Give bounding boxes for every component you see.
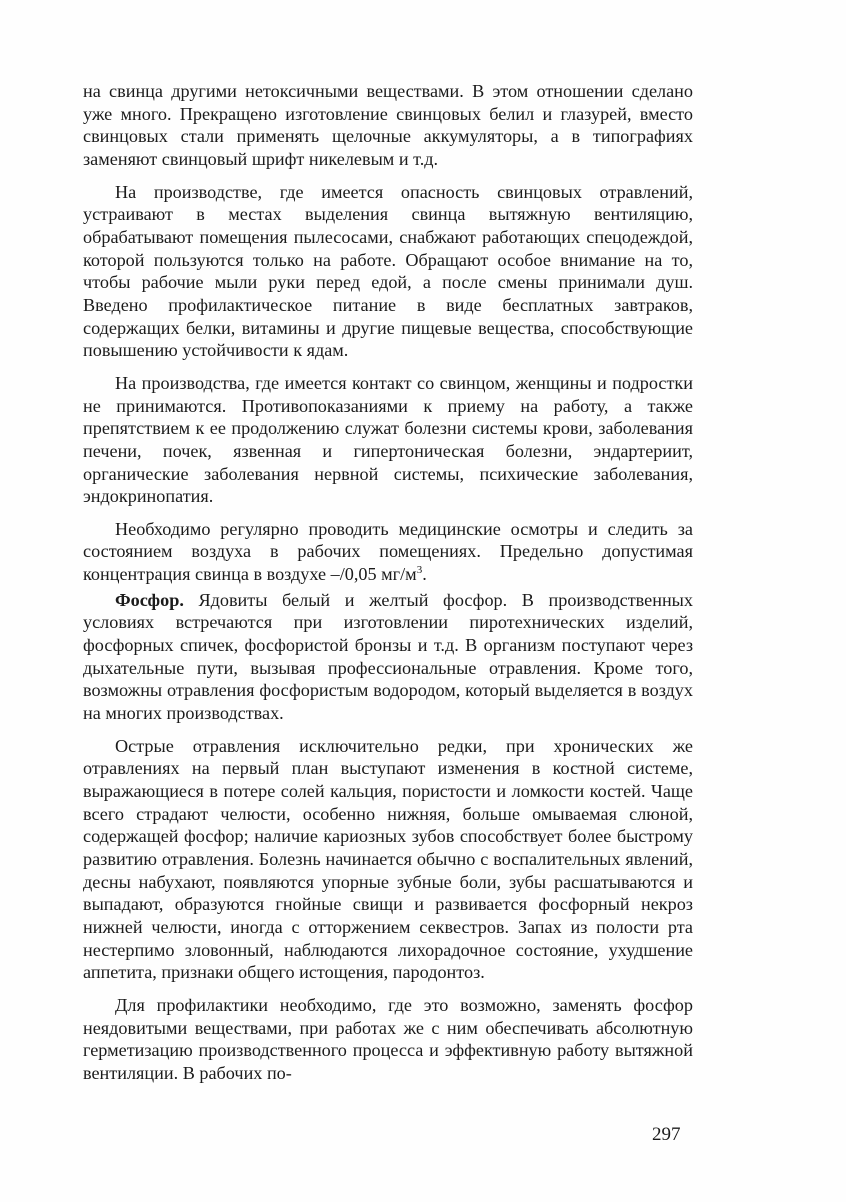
paragraph-7: Для профилактики необходимо, где это возможно, заменять фосфор неядовитыми веществами, при работах же с ним обеспечивать абсолютную герметизацию производственного процесса и эффективную работу вытяжной вентиляции. В рабочих по- xyxy=(83,994,693,1083)
paragraph-4-text: Необходимо регулярно проводить медицинские осмотры и следить за состоянием воздуха в рабочих помещениях. Предельно допустимая концентрация свинца в воздухе –/0,05 мг/м xyxy=(83,518,693,585)
paragraph-3: На производства, где имеется контакт со свинцом, женщины и подростки не принимаются. Противопоказаниями к приему на работу, а также препятствием к ее продолжению служат болезни системы крови, заболевания печени, почек, язвенная и гипертоническая болезни, эндартериит, органические заболевания нервной системы, психические заболевания, эндокринопатия. xyxy=(83,372,693,507)
paragraph-1: на свинца другими нетоксичными веществами. В этом отношении сделано уже много. Прекращено изготовление свинцовых белил и глазурей, вместо свинцовых стали применять щелочные аккумуляторы, а в типографиях заменяют свинцовый шрифт никелевым и т.д. xyxy=(83,81,693,169)
section-run-in-heading: Фосфор. xyxy=(115,589,184,610)
paragraph-4-end: . xyxy=(422,564,427,585)
paragraph-6: Острые отравления исключительно редки, при хронических же отравлениях на первый план выступают изменения в костной системе, выражающиеся в потере солей кальция, пористости и ломкости костей. Чаще всего страдают челюсти, особенно нижняя, больше омываемая слюной, содержащей фосфор; наличие кариозных зубов способствует более быстрому развитию отравления. Болезнь начинается обычно с воспалительных явлений, десны набухают, появляются упорные зубные боли, зубы расшатываются и выпадают, образуются гнойные свищи и развивается фосфорный некроз нижней челюсти, иногда с отторжением секвестров. Запах из полости рта нестерпимо зловонный, наблюдаются лихорадочное состояние, ухудшение аппетита, признаки общего истощения, пародонтоз. xyxy=(83,735,693,983)
superscript-cube: 3 xyxy=(416,564,423,577)
paragraph-4 xyxy=(83,518,693,586)
paragraph-2: На производстве, где имеется опасность свинцовых отравлений, устраивают в местах выделения свинца вытяжную вентиляцию, обрабатывают помещения пылесосами, снабжают работающих спецодеждой, которой пользуются только на работе. Обращают особое внимание на то, чтобы рабочие мыли руки перед едой, а после смены принимали душ. Введено профилактическое питание в виде бесплатных завтраков, содержащих белки, витамины и другие пищевые вещества, способствующие повышению устойчивости к ядам. xyxy=(83,181,693,361)
page-body-text xyxy=(83,80,693,1085)
paragraph-5 xyxy=(83,589,693,725)
page-number: 297 xyxy=(652,1124,681,1145)
paragraph-5-text: Ядовиты белый и желтый фосфор. В производственных условиях встречаются при изготовлении пиротехнических изделий, фосфорных спичек, фосфористой бронзы и т.д. В организм поступают через дыхательные пути, вызывая профессиональные отравления. Кроме того, возможны отравления фосфористым водородом, который выделяется в воздух на многих производствах. xyxy=(83,589,693,724)
